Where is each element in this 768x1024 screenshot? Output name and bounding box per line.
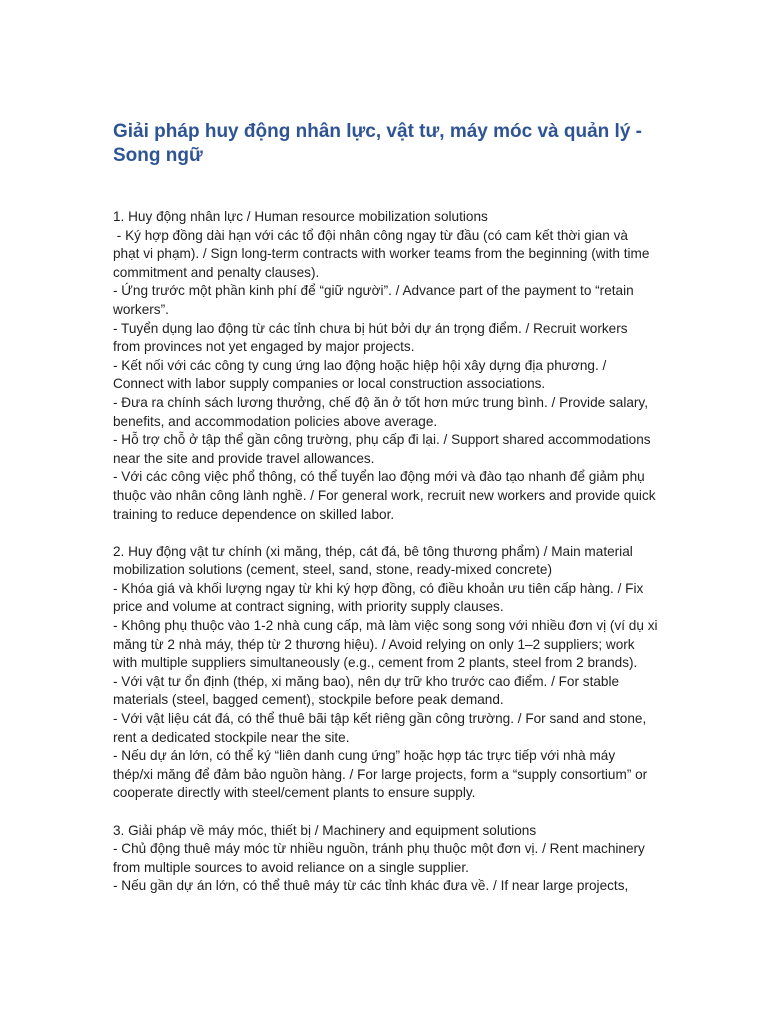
document-title: Giải pháp huy động nhân lực, vật tư, máy móc và quản lý - Song ngữ xyxy=(113,121,642,166)
document-body xyxy=(113,208,662,915)
list-item: - Với vật liệu cát đá, có thể thuê bãi tập kết riêng gần công trường. / For sand and stone, rent a dedicated stockpile near the site. xyxy=(113,711,651,745)
list-item: - Đưa ra chính sách lương thưởng, chế độ ăn ở tốt hơn mức trung bình. / Provide salary, benefits, and accommodation policies above average. xyxy=(113,394,652,429)
list-item: - Nếu gần dự án lớn, có thể thuê máy từ các tỉnh khác đưa về. / If near large projects, xyxy=(113,878,629,894)
section-heading: 3. Giải pháp về máy móc, thiết bị / Machinery and equipment solutions xyxy=(113,822,537,838)
list-item: - Không phụ thuộc vào 1-2 nhà cung cấp, mà làm việc song song với nhiều đơn vị (ví dụ xi măng từ 2 nhà máy, thép từ 2 thương hiệu). / Avoid relying on only 1–2 suppliers; work with multiple suppliers simultaneously (e.g., cement from 2 plants, steel from 2 brands). xyxy=(113,618,662,671)
list-item: - Ứng trước một phần kinh phí để “giữ người”. / Advance part of the payment to “retain workers”. xyxy=(113,283,638,317)
list-item: - Khóa giá và khối lượng ngay từ khi ký hợp đồng, có điều khoản ưu tiên cấp hàng. / Fix price and volume at contract signing, with priority supply clauses. xyxy=(113,580,648,615)
list-item: - Kết nối với các công ty cung ứng lao động hoặc hiệp hội xây dựng địa phương. / Connect with labor supply companies or local construction associations. xyxy=(113,357,611,392)
list-item: - Hỗ trợ chỗ ở tập thể gần công trường, phụ cấp đi lại. / Support shared accommodations near the site and provide travel allowances. xyxy=(113,432,655,466)
list-item: - Với vật tư ổn định (thép, xi măng bao), nên dự trữ kho trước cao điểm. / For stable materials (steel, bagged cement), stockpile before peak demand. xyxy=(113,673,623,708)
section-heading: 2. Huy động vật tư chính (xi măng, thép, cát đá, bê tông thương phẩm) / Main material mobilization solutions (cement, steel, sand, stone, ready-mixed concrete) xyxy=(113,543,637,578)
list-item: - Chủ động thuê máy móc từ nhiều nguồn, tránh phụ thuộc một đơn vị. / Rent machinery from multiple sources to avoid reliance on a single supplier. xyxy=(113,841,649,875)
list-item: - Với các công việc phổ thông, có thể tuyển lao động mới và đào tạo nhanh để giảm phụ thuộc vào nhân công lành nghề. / For general work, recruit new workers and provide quick training to reduce dependence on skilled labor. xyxy=(113,469,660,522)
section-heading: 1. Huy động nhân lực / Human resource mobilization solutions xyxy=(113,209,488,224)
list-item: - Nếu dự án lớn, có thể ký “liên danh cung ứng” hoặc hợp tác trực tiếp với nhà máy thép/xi măng để đảm bảo nguồn hàng. / For large projects, form a “supply consortium” or cooperate directly with steel/cement plants to ensure supply. xyxy=(113,748,651,801)
section-human-resources xyxy=(113,208,658,524)
list-item: - Ký hợp đồng dài hạn với các tổ đội nhân công ngay từ đầu (có cam kết thời gian và phạt vi phạm). / Sign long-term contracts with worker teams from the beginning (with time commitment and penalty clauses). xyxy=(113,227,654,280)
section-machinery xyxy=(113,822,658,896)
list-item: - Tuyển dụng lao động từ các tỉnh chưa bị hút bởi dự án trọng điểm. / Recruit workers from provinces not yet engaged by major projects. xyxy=(113,320,632,355)
section-materials xyxy=(113,543,662,803)
